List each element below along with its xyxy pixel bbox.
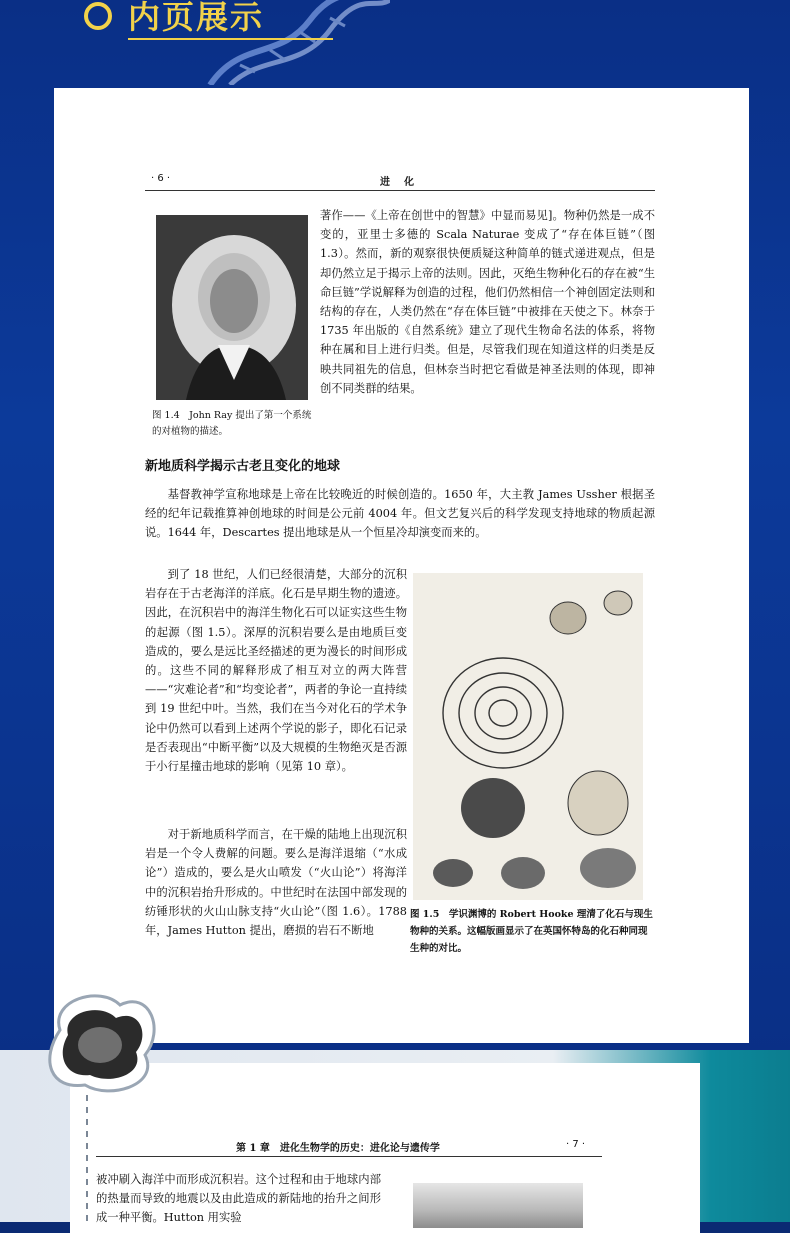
- figure-1-4-caption: 图 1.4 John Ray 提出了第一个系统的对植物的描述。: [152, 410, 312, 437]
- paragraph-2: 基督教神学宣称地球是上帝在比较晚近的时候创造的。1650 年，大主教 James Ussher 根据圣经的纪年记载推算神创地球的时间是公元前 4004 年。但文艺复兴后的科学发现支持地球的物质起源说。1644 年，Descartes 提出地球是从一个恒星冷却演变而来的。: [145, 488, 655, 540]
- figure-1-5-fossil-plate: [413, 573, 643, 900]
- dashed-guide-line: [86, 1095, 88, 1222]
- figure-1-5-caption: 图 1.5 学识渊博的 Robert Hooke 理清了化石与现生物种的关系。这幅版画显示了在英国怀特岛的化石种同现生种的对比。: [410, 909, 653, 954]
- fossil-engraving: [413, 573, 643, 900]
- header-title: 内页展示: [128, 0, 265, 36]
- portrait-engraving: [156, 215, 308, 400]
- figure-photo-landscape: [413, 1183, 583, 1228]
- paragraph-right-1: 被冲刷入海洋中而形成沉积岩。这个过程和由于地球内部的热量而导致的地震以及由此造成的新陆地的抬升之间形成一种平衡。Hutton 用实验: [96, 1173, 381, 1225]
- header-underline: [128, 38, 333, 40]
- page-number-right: · 7 ·: [566, 1139, 586, 1150]
- header-ring-icon: [84, 2, 112, 30]
- fossil-badge-decoration: [40, 990, 160, 1100]
- running-header-right: [96, 1138, 602, 1157]
- page-number: · 6 ·: [151, 173, 171, 184]
- running-header: [145, 172, 655, 191]
- running-title: 进化: [380, 177, 428, 188]
- section-heading: 新地质科学揭示古老且变化的地球: [145, 459, 341, 474]
- paragraph-1: 著作——《上帝在创世中的智慧》中显而易见]。物种仍然是一成不变的，亚里士多德的 Scala Naturae 变成了“存在体巨链”（图 1.3）。然而，新的观察很快便质疑这种简单的链式递进观点，但是却仍然立足于揭示上帝的法则。因此，灭绝生物种化石的存在被“生命巨链”学说解释为创造的过程，他们仍然相信一个神创固定法则和结构的存在，人类仍然在“存在体巨链”中被排在天使之下。林奈于 1735 年出版的《自然系统》建立了现代生物命名法的体系，将物种在属和目上进行归类。但是，尽管我们现在知道这样的归类是反映共同祖先的信息，但林奈当时把它看做是神圣法则的体现，即神创不同类群的结果。: [320, 209, 655, 395]
- paragraph-4: 对于新地质科学而言，在干燥的陆地上出现沉积岩是一个令人费解的问题。要么是海洋退缩（“水成论”）造成的，要么是火山喷发（“火山论”）将海洋中的沉积岩抬升形成的。中世纪时在法国中部发现的纺锤形状的火山山脉支持“火山论”（图 1.6）。1788 年，James Hutton 提出，磨损的岩石不断地: [145, 828, 407, 938]
- figure-1-4-portrait: [156, 215, 308, 400]
- chapter-title: 第 1 章 进化生物学的历史：进化论与遗传学: [236, 1143, 440, 1154]
- paragraph-3: 到了 18 世纪，人们已经很清楚，大部分的沉积岩存在于古老海洋的洋底。化石是早期生物的遗迹。因此，在沉积岩中的海洋生物化石可以证实这些生物的起源（图 1.5）。深厚的沉积岩要么是由地质巨变造成的，要么是远比圣经描述的更为漫长的时间形成的。这些不同的解释形成了相互对立的两大阵营——“灾难论者”和“均变论者”，两者的争论一直持续到 19 世纪中叶。当然，我们在当今对化石的学术争论中仍然可以看到上述两个学说的影子，即化石记录是否表现出“中断平衡”以及大规模的生物绝灭是否源于小行星撞击地球的影响（见第 10 章）。: [145, 568, 407, 774]
